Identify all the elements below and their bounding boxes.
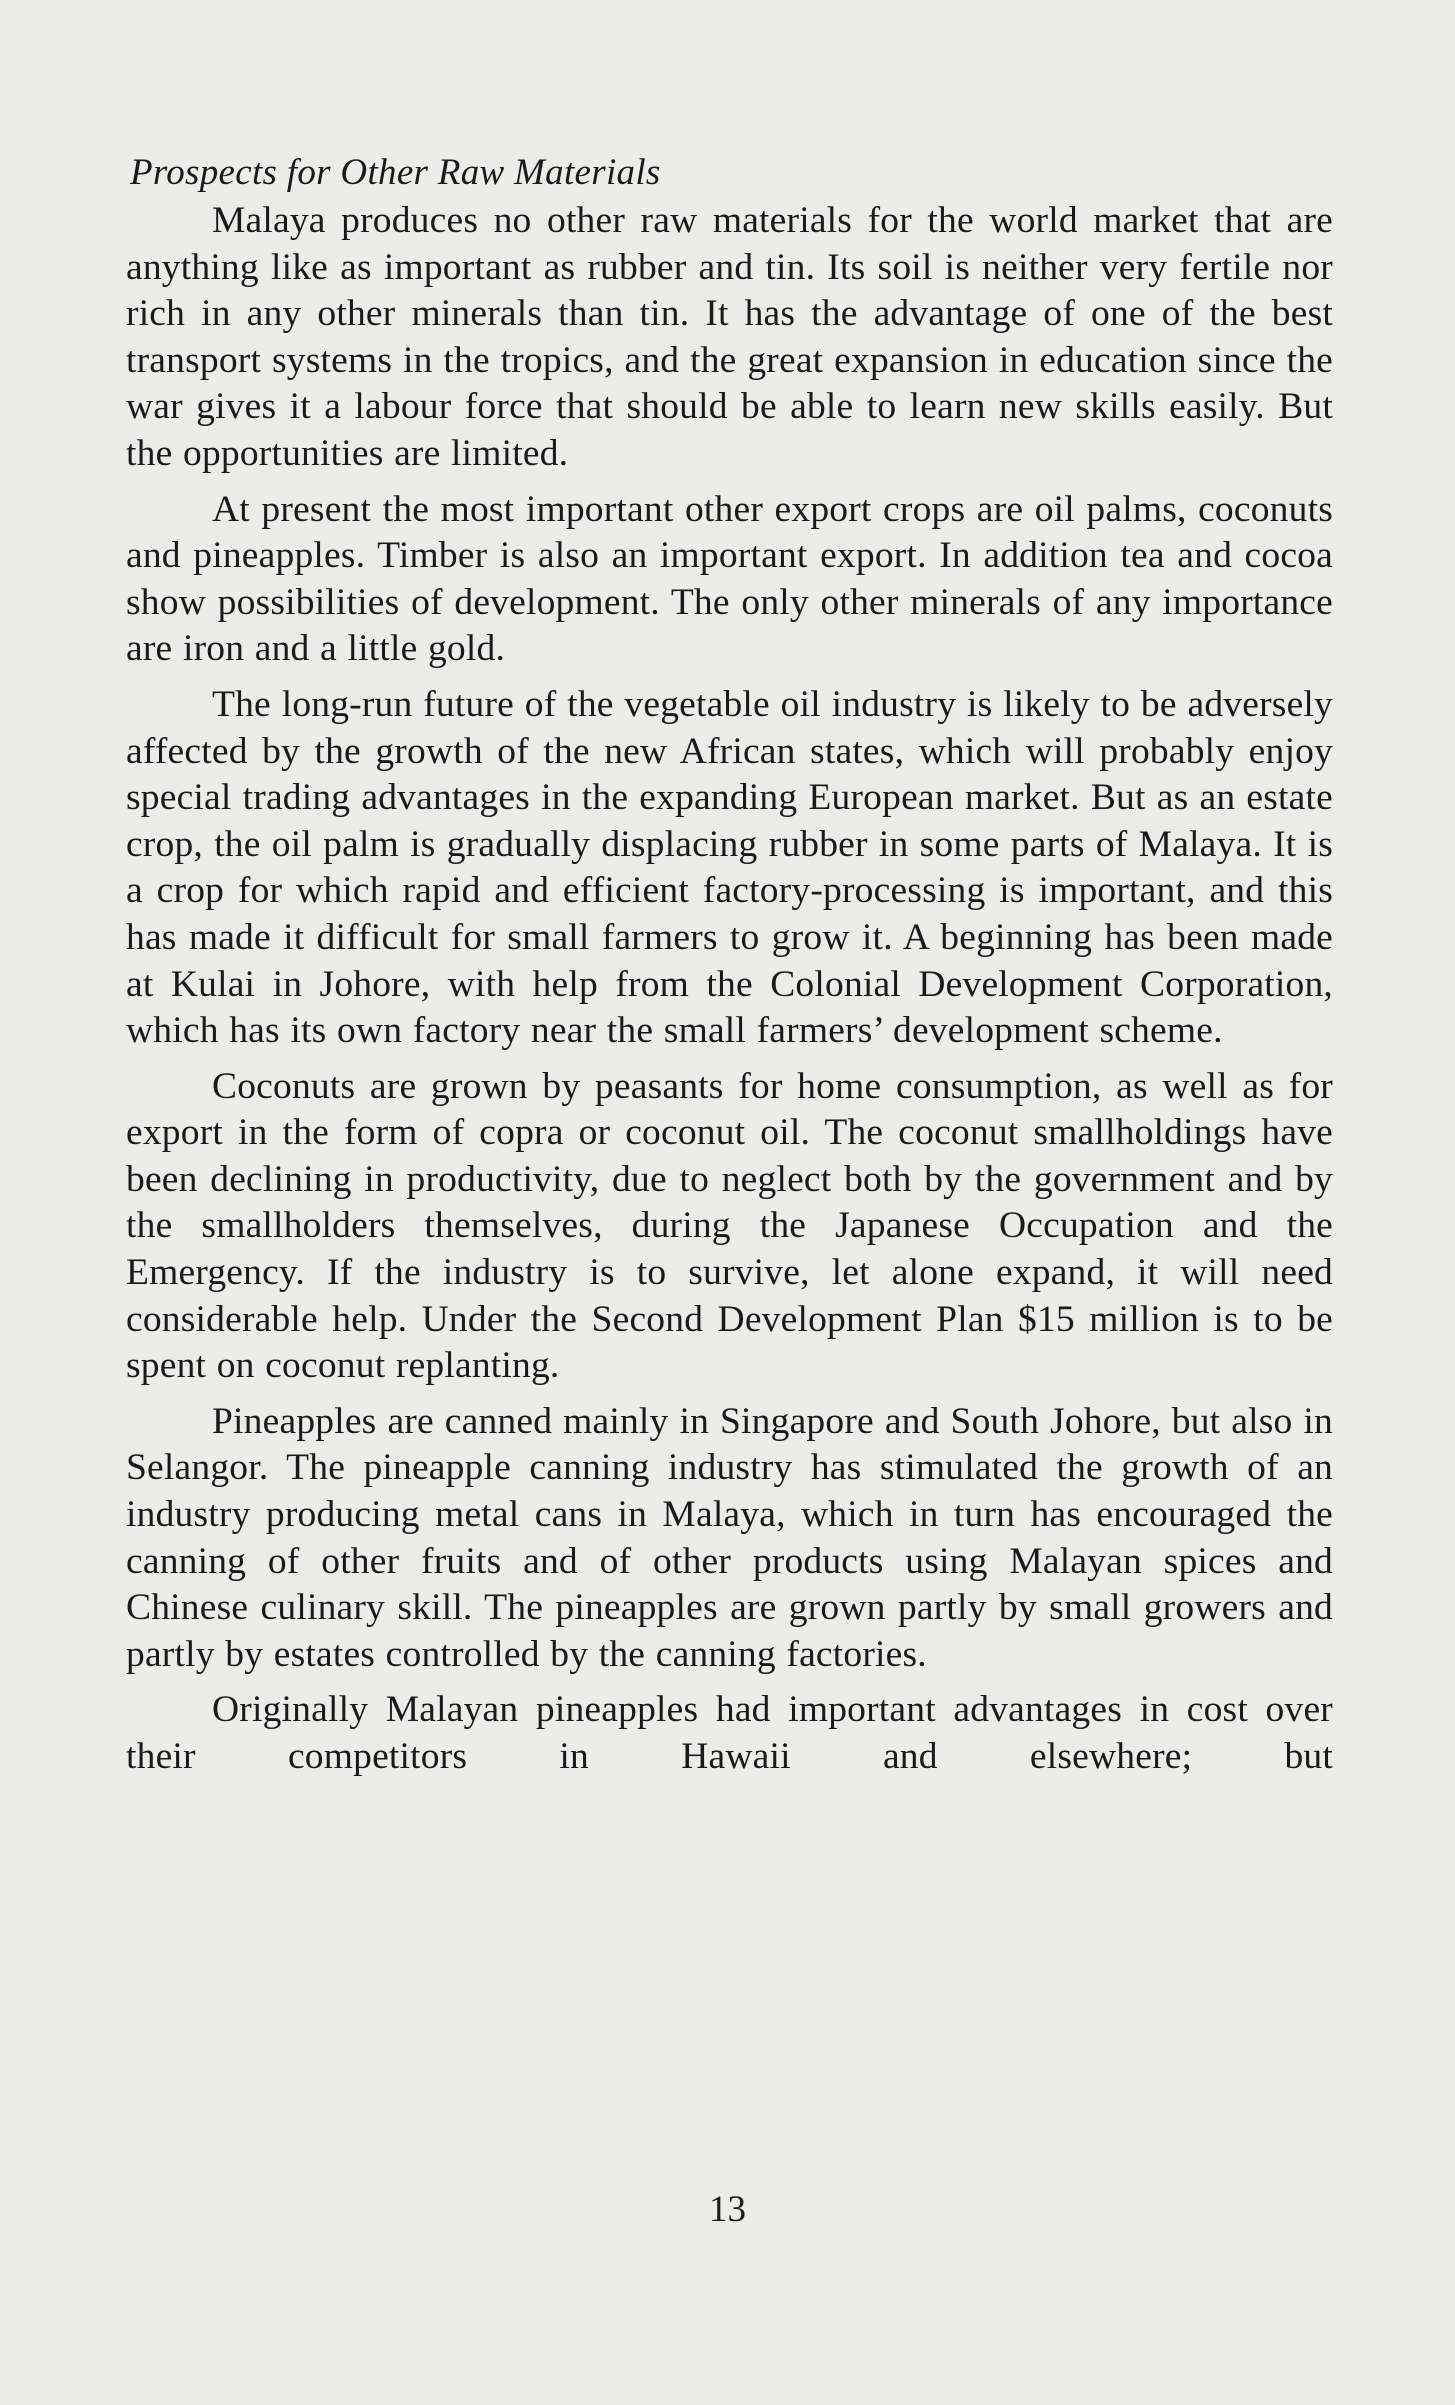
paragraph-pineapple-costs: Originally Malayan pineapples had important advantages in cost over their competitors in Hawaii and elsewhere; but (126, 1689, 1333, 1777)
paragraph-coconuts: Coconuts are grown by peasants for home consumption, as well as for export in the form of copra or coconut oil. The coconut smallholdings have been declining in productivity, due to neglect both by the government and by the smallholders themselves, during the Japanese Occupation and the Emergency. If the industry is to survive, let alone expand, it will need considerable help. Under the Second Development Plan $15 million is to be spent on coconut replanting. (126, 1065, 1333, 1387)
page-body (126, 150, 1333, 1790)
paragraph-pineapples: Pineapples are canned mainly in Singapore and South Johore, but also in Selangor. The pineapple canning industry has stimulated the growth of an industry producing metal cans in Malaya, which in turn has encouraged the canning of other fruits and of other products using Malayan spices and Chinese culinary skill. The pineapples are grown partly by small growers and partly by estates controlled by the canning factories. (126, 1400, 1333, 1675)
paragraph-vegetable-oil: The long-run future of the vegetable oil industry is likely to be adversely affected by the growth of the new African states, which will probably enjoy special trading advantages in the expanding European market. But as an estate crop, the oil palm is gradually displacing rubber in some parts of Malaya. It is a crop for which rapid and efficient factory-processing is important, and this has made it difficult for small farmers to grow it. A beginning has been made at Kulai in Johore, with help from the Colonial Development Corporation, which has its own factory near the small farmers’ development scheme. (126, 683, 1333, 1052)
section-heading: Prospects for Other Raw Materials (130, 152, 661, 193)
page-number: 13 (709, 2189, 746, 2230)
paragraph-raw-materials-intro: Malaya produces no other raw materials for the world market that are anything like as important as rubber and tin. Its soil is neither very fertile nor rich in any other minerals than tin. It has the advantage of one of the best transport systems in the tropics, and the great expansion in education since the war gives it a labour force that should be able to learn new skills easily. But the opportunities are limited. (126, 200, 1333, 474)
paragraph-export-crops: At present the most important other export crops are oil palms, coconuts and pineapples. Timber is also an important export. In addition tea and cocoa show possibilities of development. The only other minerals of any importance are iron and a little gold. (126, 488, 1333, 670)
